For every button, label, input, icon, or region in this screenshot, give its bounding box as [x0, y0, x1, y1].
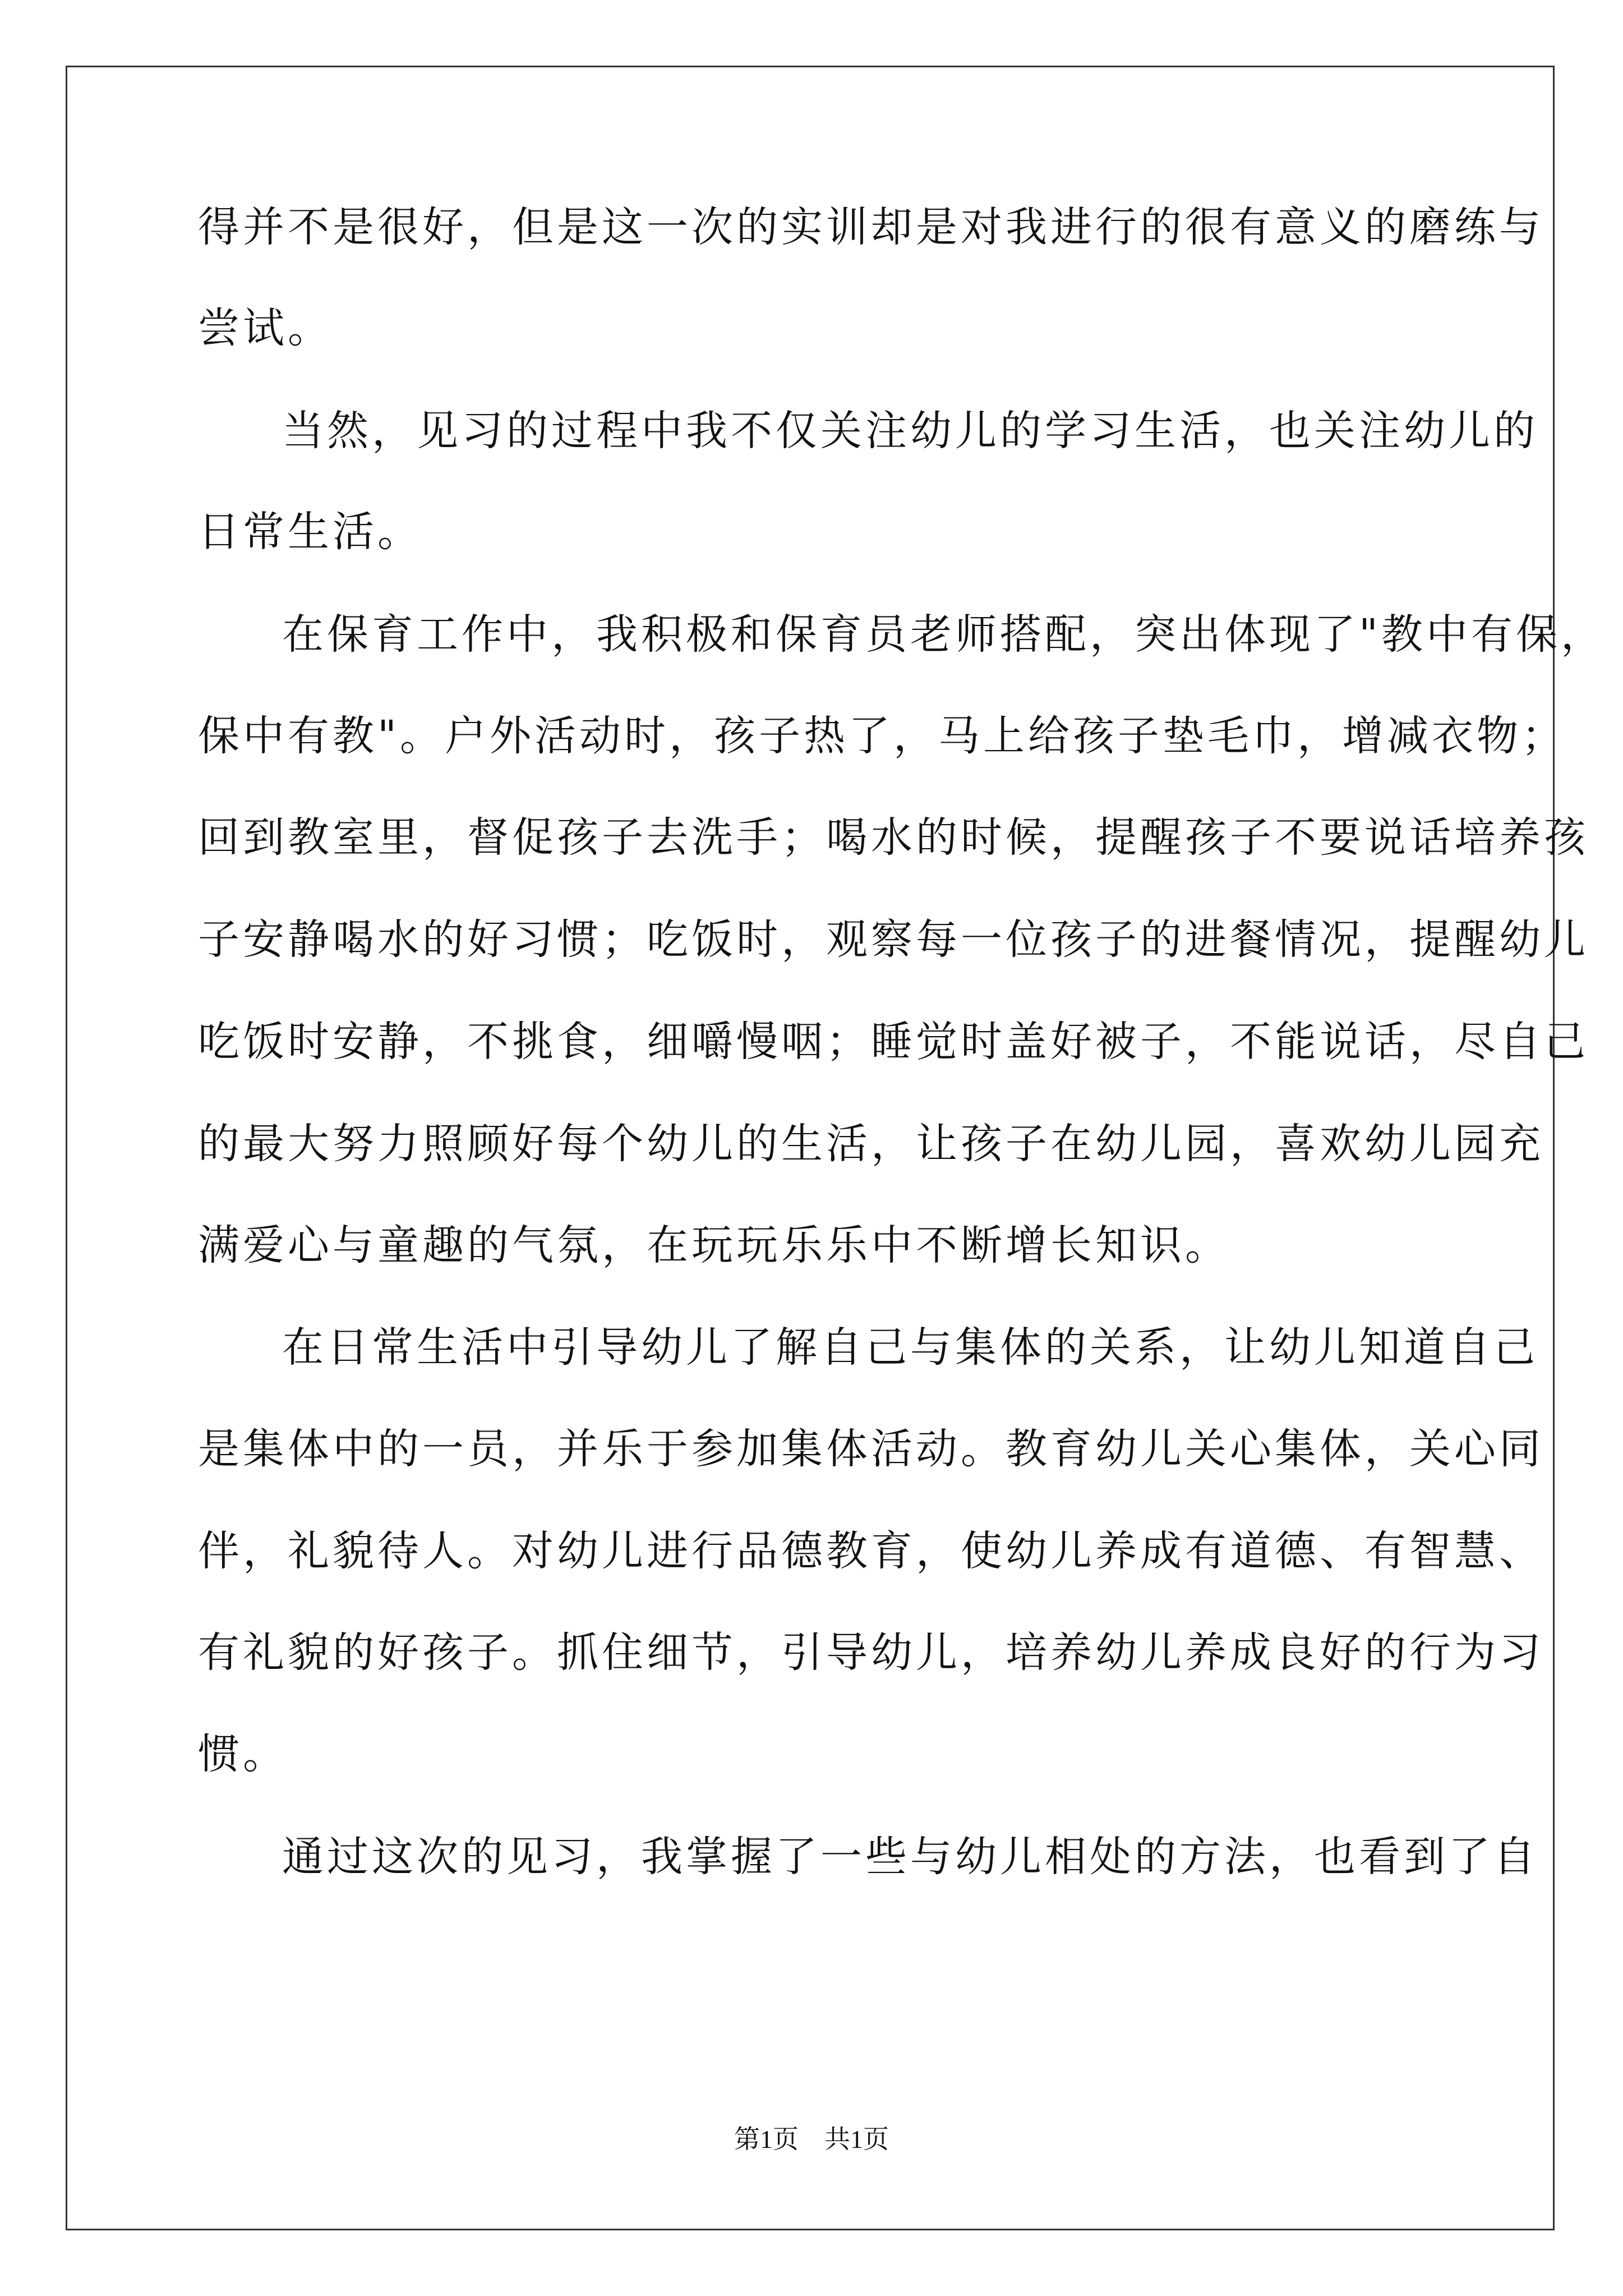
text-line: 的最大努力照顾好每个幼儿的生活，让孩子在幼儿园，喜欢幼儿园充: [198, 1120, 1544, 1168]
paragraph-start-line: 当然，见习的过程中我不仅关注幼儿的学习生活，也关注幼儿的: [282, 407, 1538, 455]
text-line: 日常生活。: [198, 508, 422, 556]
text-line: 尝试。: [198, 304, 333, 352]
text-line: 是集体中的一员，并乐于参加集体活动。教育幼儿关心集体，关心同: [198, 1425, 1544, 1473]
text-line: 伴，礼貌待人。对幼儿进行品德教育，使幼儿养成有道德、有智慧、: [198, 1527, 1544, 1575]
paragraph-start-line: 通过这次的见习，我掌握了一些与幼儿相处的方法，也看到了自: [282, 1833, 1538, 1881]
paragraph-start-line: 在日常生活中引导幼儿了解自己与集体的关系，让幼儿知道自己: [282, 1323, 1538, 1372]
text-line: 子安静喝水的好习惯；吃饭时，观察每一位孩子的进餐情况，提醒幼儿: [198, 915, 1589, 964]
text-line: 保中有教"。户外活动时，孩子热了，马上给孩子垫毛巾，增减衣物；: [198, 712, 1567, 760]
text-line: 得并不是很好，但是这一次的实训却是对我进行的很有意义的磨练与: [198, 203, 1544, 251]
paragraph-start-line: 在保育工作中，我积极和保育员老师搭配，突出体现了"教中有保，: [282, 610, 1606, 659]
text-line: 回到教室里，督促孩子去洗手；喝水的时候，提醒孩子不要说话培养孩: [198, 813, 1589, 862]
text-line: 惯。: [198, 1730, 288, 1778]
page-number-footer: 第1页 共1页: [734, 2125, 889, 2154]
text-line: 吃饭时安静，不挑食，细嚼慢咽；睡觉时盖好被子，不能说话，尽自己: [198, 1018, 1589, 1066]
text-line: 有礼貌的好孩子。抓住细节，引导幼儿，培养幼儿养成良好的行为习: [198, 1628, 1544, 1677]
text-line: 满爱心与童趣的气氛，在玩玩乐乐中不断增长知识。: [198, 1221, 1230, 1269]
